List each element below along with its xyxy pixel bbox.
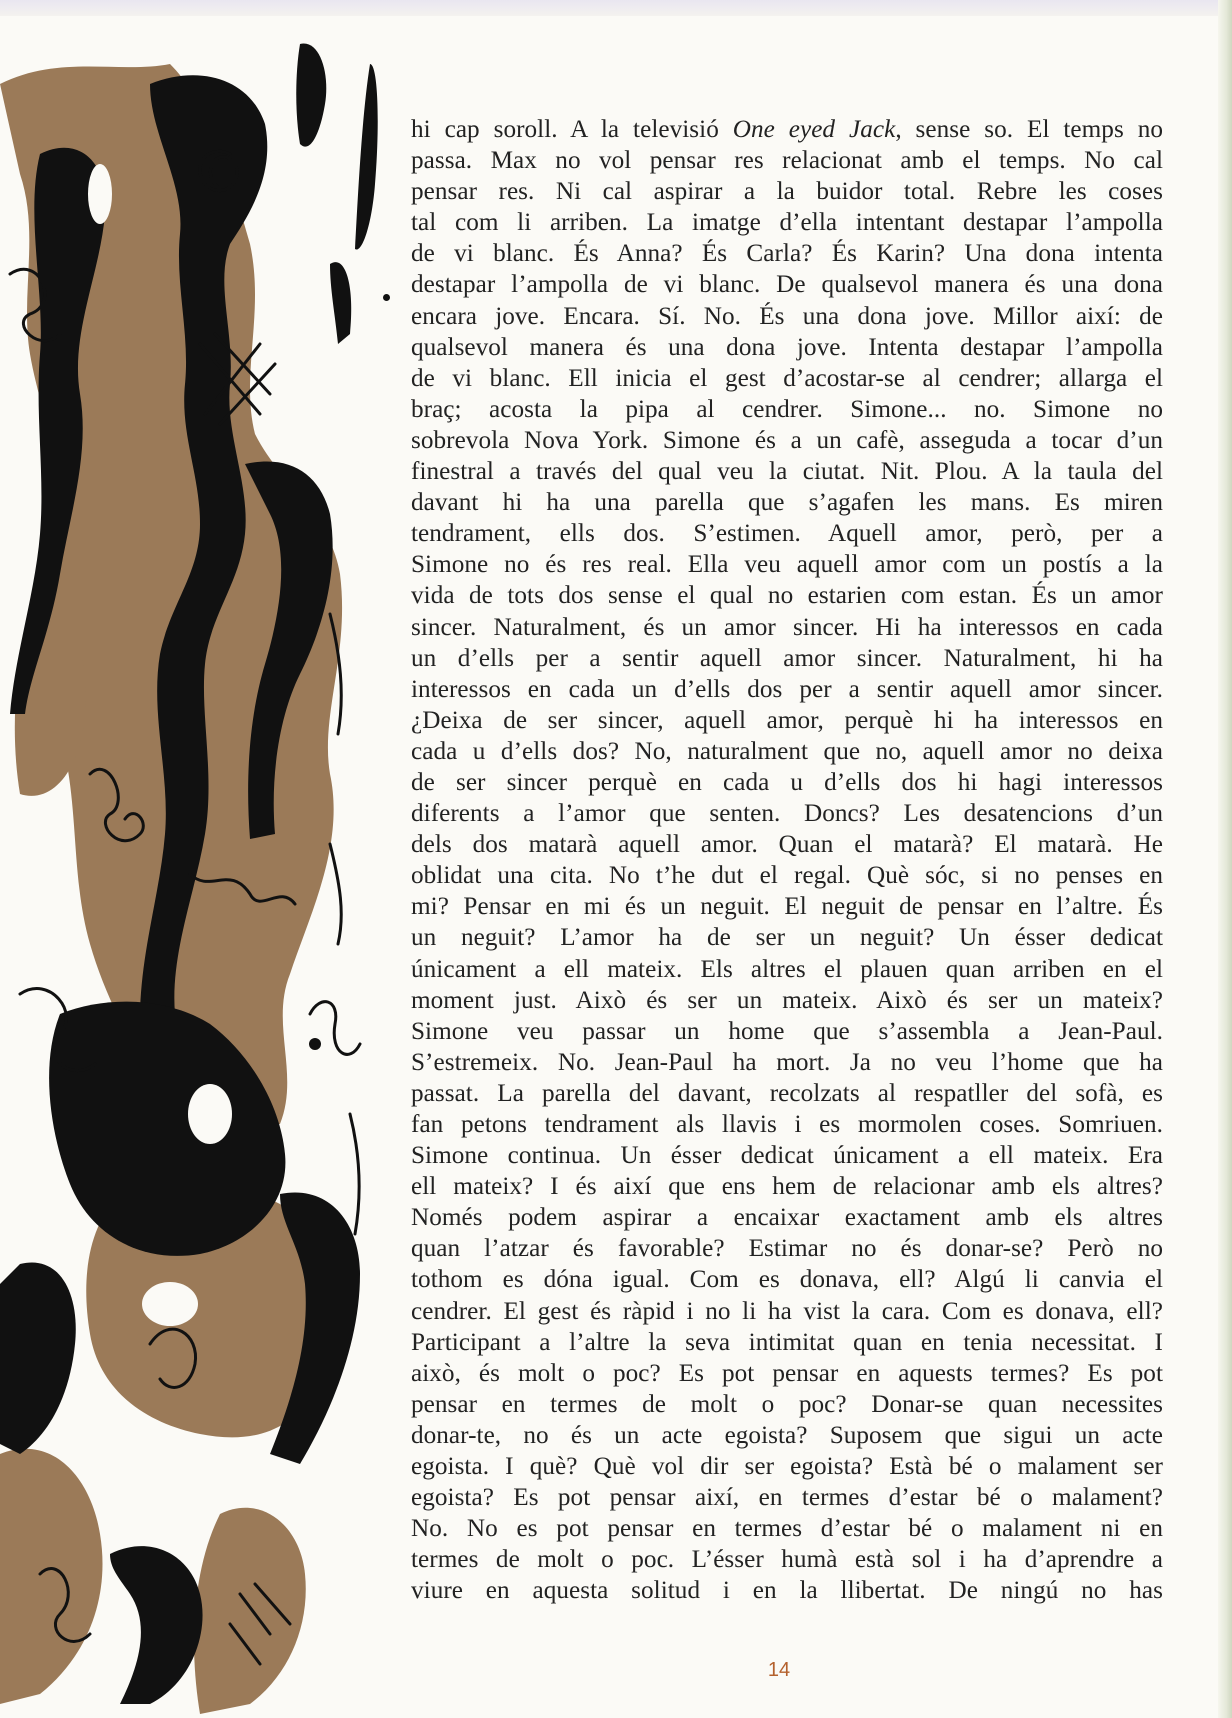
- text-segment: passat. La parella del davant, recolzats al respatller del sofà, es: [411, 1079, 1163, 1107]
- text-segment: moment just. Això és ser un mateix. Això és ser un mateix?: [411, 986, 1163, 1014]
- text-segment: hi cap soroll. A la televisió: [411, 116, 733, 143]
- text-segment: de vi blanc. Ell inicia el gest d’acostar-se al cendrer; allarga el: [411, 364, 1163, 392]
- text-segment: ell mateix? I és així que ens hem de relacionar amb els altres?: [411, 1173, 1163, 1201]
- text-segment: quan l’atzar és favorable? Estimar no és donar-se? Però no: [411, 1235, 1163, 1263]
- text-line: [411, 207, 1163, 238]
- text-segment: pensar res. Ni cal aspirar a la buidor total. Rebre les coses: [411, 178, 1163, 206]
- text-segment: sincer. Naturalment, és un amor sincer. Hi ha interessos en cada: [411, 613, 1163, 641]
- text-segment: vida de tots dos sense el qual no estarien com estan. És un amor: [411, 582, 1163, 610]
- text-line: [411, 922, 1163, 953]
- text-line: [411, 829, 1163, 860]
- text-segment: sobrevola Nova York. Simone és a un cafè, asseguda a tocar d’un: [411, 426, 1163, 454]
- text-line: [411, 456, 1163, 487]
- text-line: [411, 612, 1163, 643]
- text-line: [411, 767, 1163, 798]
- text-segment: de ser sincer perquè en cada u d’ells dos hi hagi interessos: [411, 768, 1163, 796]
- text-segment: tothom es dóna igual. Com es donava, ell? Algú li canvia el: [411, 1266, 1163, 1294]
- text-line: [411, 1389, 1163, 1420]
- text-segment: egoista? Es pot pensar així, en termes d’estar bé o malament?: [411, 1484, 1163, 1512]
- text-segment: davant hi ha una parella que s’agafen les mans. Es miren: [411, 489, 1163, 517]
- text-line: [411, 238, 1163, 269]
- text-segment: oblidat una cita. No t’he dut el regal. Què sóc, si no penses en: [411, 862, 1163, 890]
- text-line: [411, 269, 1163, 300]
- text-line: [411, 1016, 1163, 1047]
- text-line: [411, 580, 1163, 611]
- text-segment: interessos en cada un d’ells dos per a sentir aquell amor sincer.: [411, 675, 1163, 703]
- text-line: [411, 1296, 1163, 1327]
- text-line: [411, 891, 1163, 922]
- text-line: [411, 1482, 1163, 1513]
- text-line: [411, 1202, 1163, 1233]
- text-line: [411, 518, 1163, 549]
- italic-title: One eyed Jack: [732, 116, 896, 143]
- text-segment: passa. Max no vol pensar res relacionat amb el temps. No cal: [411, 147, 1163, 175]
- text-segment: cada u d’ells dos? No, naturalment que no, aquell amor no deixa: [411, 737, 1163, 765]
- text-segment: termes de molt o poc. L’ésser humà està sol i ha d’aprendre a: [411, 1546, 1163, 1574]
- text-line: [411, 1109, 1163, 1140]
- page-number: 14: [767, 1659, 791, 1681]
- text-line: [411, 736, 1163, 767]
- text-segment: pensar en termes de molt o poc? Donar-se quan necessites: [411, 1390, 1163, 1418]
- text-segment: un neguit? L’amor ha de ser un neguit? Un ésser dedicat: [411, 924, 1163, 952]
- text-segment: mi? Pensar en mi és un neguit. El neguit de pensar en l’altre. És: [411, 893, 1163, 921]
- text-segment: cendrer. El gest és ràpid i no li ha vist la cara. Com es donava, ell?: [411, 1297, 1163, 1325]
- text-segment: ¿Deixa de ser sincer, aquell amor, perquè hi ha interessos en: [411, 706, 1163, 734]
- text-line: [411, 114, 1163, 145]
- text-line: [411, 332, 1163, 363]
- text-segment: Simone no és res real. Ella veu aquell amor com un postís a la: [411, 551, 1163, 579]
- text-line: [411, 954, 1163, 985]
- text-line: [411, 1047, 1163, 1078]
- text-line: [411, 1327, 1163, 1358]
- text-segment: qualsevol manera és una dona jove. Intenta destapar l’ampolla: [411, 333, 1163, 361]
- text-line: [411, 798, 1163, 829]
- text-segment: destapar l’ampolla de vi blanc. De qualsevol manera és una dona: [411, 271, 1163, 299]
- text-segment: tal com li arriben. La imatge d’ella intentant destapar l’ampolla: [411, 209, 1163, 237]
- text-segment: un d’ells per a sentir aquell amor sincer. Naturalment, hi ha: [411, 644, 1163, 672]
- text-line: [411, 674, 1163, 705]
- text-segment: viure en aquesta solitud i en la llibertat. De ningú no has: [411, 1577, 1163, 1605]
- text-line: [411, 1451, 1163, 1482]
- body-text: [411, 114, 1163, 1607]
- text-segment: encara jove. Encara. Sí. No. És una dona jove. Millor així: de: [411, 302, 1163, 330]
- text-segment: això, és molt o poc? Es pot pensar en aquests termes? Es pot: [411, 1359, 1163, 1387]
- text-line: [411, 1544, 1163, 1575]
- text-line: [411, 860, 1163, 891]
- text-line: [411, 643, 1163, 674]
- text-line: [411, 487, 1163, 518]
- text-line: [411, 394, 1163, 425]
- text-line: [411, 363, 1163, 394]
- text-line: [411, 1420, 1163, 1451]
- text-line: [411, 176, 1163, 207]
- text-segment: S’estremeix. No. Jean-Paul ha mort. Ja no veu l’home que ha: [411, 1048, 1163, 1076]
- text-segment: No. No es pot pensar en termes d’estar bé o malament ni en: [411, 1515, 1163, 1543]
- text-segment: Simone veu passar un home que s’assembla a Jean-Paul.: [411, 1017, 1163, 1045]
- text-line: [411, 1078, 1163, 1109]
- text-segment: Només podem aspirar a encaixar exactament amb els altres: [411, 1204, 1163, 1232]
- text-line: [411, 1358, 1163, 1389]
- text-segment: Simone continua. Un ésser dedicat únicament a ell mateix. Era: [411, 1142, 1163, 1170]
- text-line: [411, 145, 1163, 176]
- text-segment: únicament a ell mateix. Els altres el plauen quan arriben en el: [411, 955, 1163, 983]
- text-line: [411, 301, 1163, 332]
- text-segment: dels dos matarà aquell amor. Quan el matarà? El matarà. He: [411, 831, 1163, 859]
- text-line: [411, 985, 1163, 1016]
- text-line: [411, 1513, 1163, 1544]
- text-line: [411, 1140, 1163, 1171]
- text-segment: tendrament, ells dos. S’estimen. Aquell amor, però, per a: [411, 520, 1163, 548]
- text-segment: fan petons tendrament als llavis i es mormolen coses. Somriuen.: [411, 1111, 1163, 1138]
- text-segment: , sense so. El temps no: [895, 116, 1163, 143]
- text-line: [411, 549, 1163, 580]
- text-line: [411, 1264, 1163, 1295]
- text-segment: egoista. I què? Què vol dir ser egoista? Està bé o malament ser: [411, 1453, 1163, 1481]
- margin-dot: [383, 294, 390, 301]
- text-segment: braç; acosta la pipa al cendrer. Simone... no. Simone no: [411, 395, 1163, 423]
- text-line: [411, 1171, 1163, 1202]
- abstract-brush-artwork: [0, 14, 400, 1718]
- text-segment: de vi blanc. És Anna? És Carla? És Karin? Una dona intenta: [411, 240, 1163, 268]
- text-line: [411, 705, 1163, 736]
- text-line: [411, 425, 1163, 456]
- page-edge: [1218, 0, 1232, 1718]
- text-segment: Participant a l’altre la seva intimitat quan en tenia necessitat. I: [411, 1328, 1163, 1356]
- text-segment: diferents a l’amor que senten. Doncs? Les desatencions d’un: [411, 800, 1163, 828]
- text-line: [411, 1233, 1163, 1264]
- text-segment: finestral a través del qual veu la ciutat. Nit. Plou. A la taula del: [411, 458, 1163, 486]
- text-segment: donar-te, no és un acte egoista? Suposem que sigui un acte: [411, 1421, 1163, 1449]
- text-line: [411, 1575, 1163, 1606]
